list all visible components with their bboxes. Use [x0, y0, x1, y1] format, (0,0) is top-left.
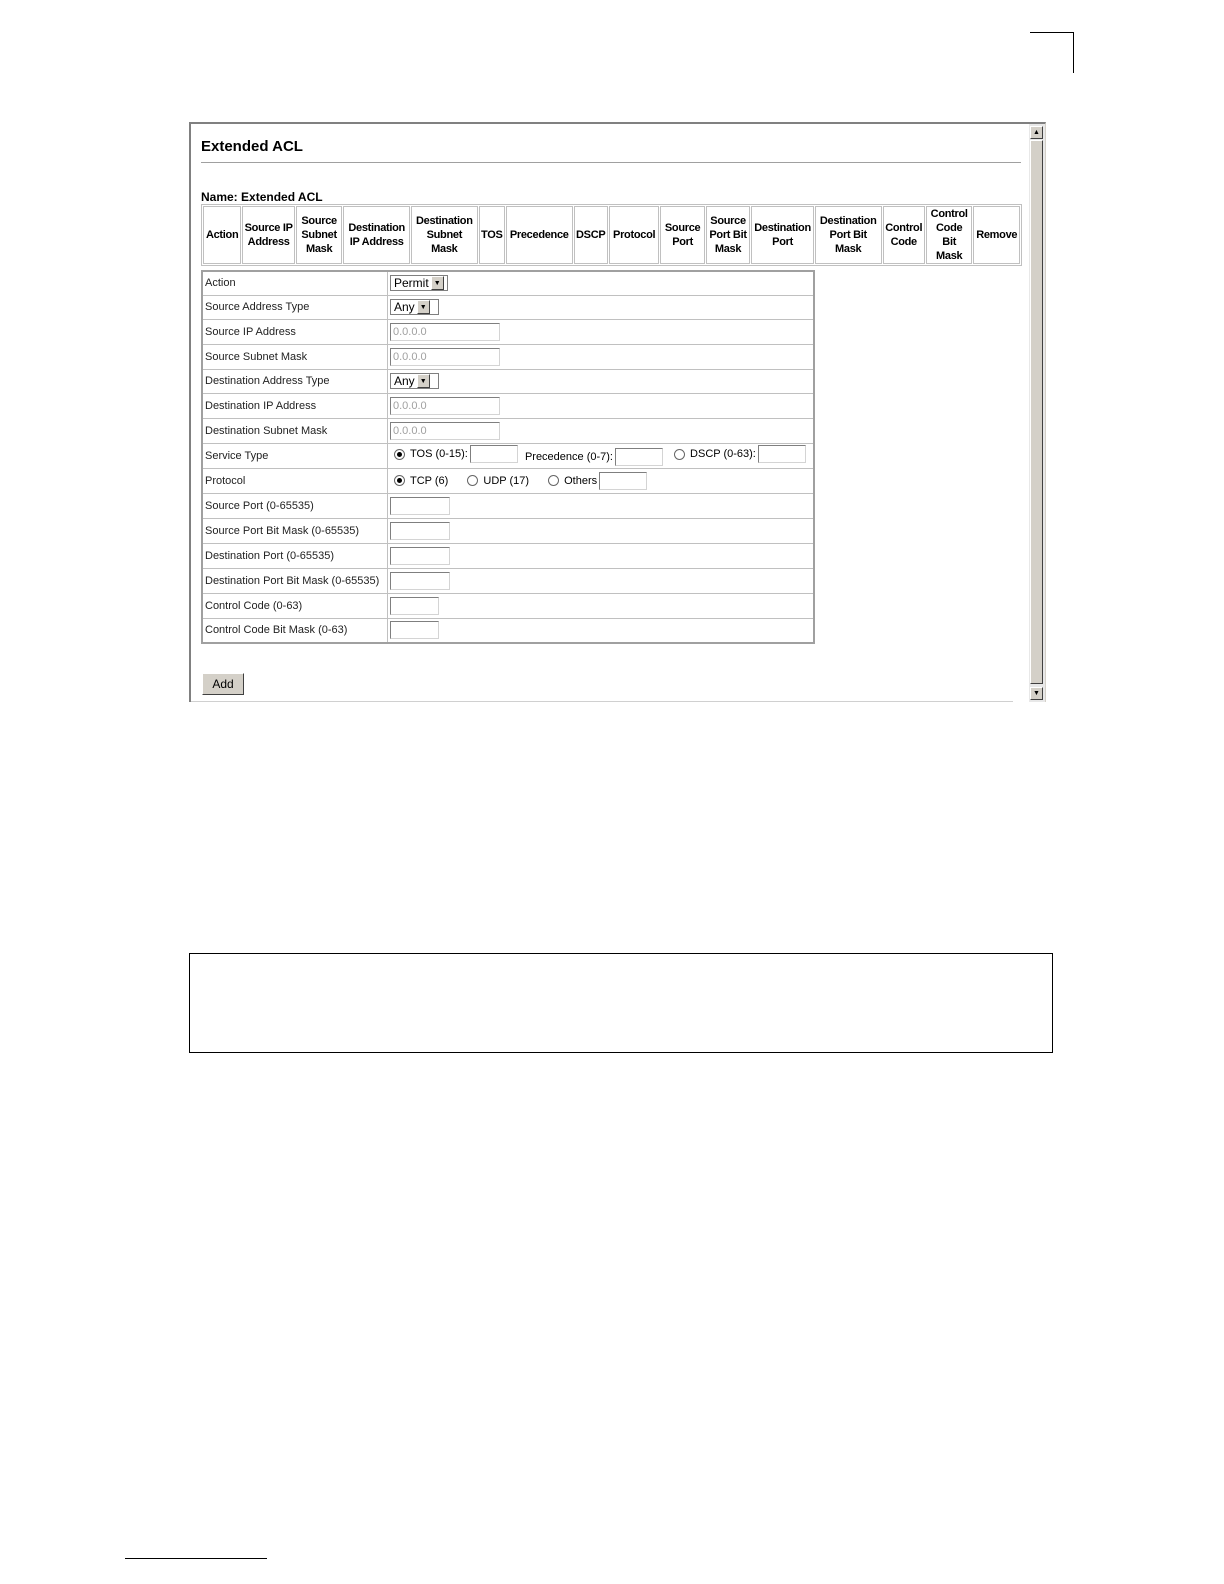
control-code-input[interactable]	[390, 597, 439, 615]
dest-address-type-cell	[388, 369, 815, 393]
form-row-dest-port-mask	[202, 568, 814, 593]
dest-address-type-select[interactable]	[390, 373, 439, 389]
col-source-mask: Source Subnet Mask	[296, 206, 342, 264]
col-source-ip: Source IP Address	[242, 206, 295, 264]
source-mask-input[interactable]: 0.0.0.0	[390, 348, 500, 366]
dest-port-mask-label: Destination Port Bit Mask (0-65535)	[202, 568, 388, 593]
add-button[interactable]: Add	[202, 673, 244, 695]
form-row-source-port-mask	[202, 518, 814, 543]
col-dest-mask: Destination Subnet Mask	[411, 206, 478, 264]
acl-rules-table	[201, 204, 1022, 266]
scroll-down-arrow-icon[interactable]: ▼	[1030, 687, 1043, 700]
content-bottom-edge	[191, 701, 1013, 702]
form-row-protocol	[202, 468, 814, 493]
source-ip-cell	[388, 319, 815, 344]
col-tos: TOS	[479, 206, 505, 264]
form-row-dest-mask	[202, 418, 814, 443]
dropdown-arrow-icon: ▼	[417, 374, 430, 388]
dest-mask-label: Destination Subnet Mask	[202, 418, 388, 443]
dest-address-type-label: Destination Address Type	[202, 369, 388, 393]
form-row-control-code	[202, 593, 814, 618]
udp-radio[interactable]	[467, 475, 478, 486]
dest-port-input[interactable]	[390, 547, 450, 565]
action-select-value: Permit	[394, 276, 429, 291]
form-row-source-mask	[202, 344, 814, 369]
source-port-cell	[388, 493, 815, 518]
dscp-radio-label: DSCP (0-63):	[690, 448, 756, 461]
tcp-radio[interactable]	[394, 475, 405, 486]
source-address-type-label: Source Address Type	[202, 295, 388, 319]
source-ip-input[interactable]: 0.0.0.0	[390, 323, 500, 341]
others-radio[interactable]	[548, 475, 559, 486]
source-address-type-cell	[388, 295, 815, 319]
control-code-mask-input[interactable]	[390, 621, 439, 639]
form-row-dest-ip	[202, 393, 814, 418]
col-action: Action	[203, 206, 241, 264]
source-address-type-value: Any	[394, 300, 415, 314]
dest-address-type-value: Any	[394, 374, 415, 388]
dest-ip-input[interactable]: 0.0.0.0	[390, 397, 500, 415]
others-radio-label: Others	[564, 474, 598, 487]
footer-rule	[125, 1558, 267, 1559]
crop-mark-horizontal	[1030, 32, 1074, 33]
title-divider	[201, 162, 1021, 163]
form-row-control-code-mask	[202, 618, 814, 643]
note-box	[189, 953, 1053, 1053]
page-content	[191, 124, 1029, 702]
source-port-input[interactable]	[390, 497, 450, 515]
tos-radio[interactable]	[394, 449, 405, 460]
control-code-label: Control Code (0-63)	[202, 593, 388, 618]
scrollbar-thumb[interactable]	[1030, 140, 1043, 684]
precedence-label: Precedence (0-7):	[524, 450, 613, 463]
source-port-mask-cell	[388, 518, 815, 543]
action-label: Action	[202, 271, 388, 295]
tos-input[interactable]	[470, 445, 518, 463]
dest-port-mask-input[interactable]	[390, 572, 450, 590]
others-input[interactable]	[599, 472, 647, 490]
form-row-source-port	[202, 493, 814, 518]
service-type-label: Service Type	[202, 443, 388, 468]
protocol-label: Protocol	[202, 468, 388, 493]
protocol-tcp-option	[390, 475, 448, 487]
dest-ip-cell	[388, 393, 815, 418]
dest-mask-cell	[388, 418, 815, 443]
form-row-dest-port	[202, 543, 814, 568]
source-mask-cell	[388, 344, 815, 369]
form-row-dest-address-type	[202, 369, 814, 393]
source-port-mask-input[interactable]	[390, 522, 450, 540]
tos-radio-label: TOS (0-15):	[410, 448, 468, 461]
action-cell	[388, 271, 815, 295]
browser-frame	[189, 122, 1046, 702]
dropdown-arrow-icon: ▼	[417, 300, 430, 314]
service-type-cell	[388, 443, 815, 468]
page-title: Extended ACL	[201, 138, 303, 155]
udp-radio-label: UDP (17)	[483, 474, 530, 487]
dest-port-cell	[388, 543, 815, 568]
col-dest-ip: Destination IP Address	[343, 206, 410, 264]
col-dest-port-mask: Destination Port Bit Mask	[815, 206, 882, 264]
dest-port-mask-cell	[388, 568, 815, 593]
control-code-cell	[388, 593, 815, 618]
source-address-type-select[interactable]	[390, 299, 439, 315]
service-type-precedence-option	[525, 448, 663, 466]
protocol-others-option	[544, 472, 647, 490]
action-select[interactable]	[390, 275, 448, 291]
source-mask-label: Source Subnet Mask	[202, 344, 388, 369]
source-port-mask-label: Source Port Bit Mask (0-65535)	[202, 518, 388, 543]
col-precedence: Precedence	[506, 206, 573, 264]
dest-port-label: Destination Port (0-65535)	[202, 543, 388, 568]
col-protocol: Protocol	[609, 206, 660, 264]
col-dscp: DSCP	[574, 206, 608, 264]
dest-ip-label: Destination IP Address	[202, 393, 388, 418]
col-remove: Remove	[973, 206, 1020, 264]
form-row-service-type	[202, 443, 814, 468]
service-type-tos-option	[390, 445, 518, 463]
control-code-mask-label: Control Code Bit Mask (0-63)	[202, 618, 388, 643]
dest-mask-input[interactable]: 0.0.0.0	[390, 422, 500, 440]
crop-mark-vertical	[1073, 32, 1074, 73]
service-type-dscp-option	[670, 445, 806, 463]
acl-name-label: Name: Extended ACL	[201, 190, 323, 204]
scroll-up-arrow-icon[interactable]: ▲	[1030, 126, 1043, 139]
form-row-action	[202, 271, 814, 295]
dropdown-arrow-icon: ▼	[431, 276, 444, 290]
form-row-source-ip	[202, 319, 814, 344]
acl-header-row	[203, 206, 1020, 264]
tcp-radio-label: TCP (6)	[410, 474, 449, 487]
source-ip-label: Source IP Address	[202, 319, 388, 344]
source-port-label: Source Port (0-65535)	[202, 493, 388, 518]
dscp-input[interactable]	[758, 445, 806, 463]
col-source-port: Source Port	[660, 206, 704, 264]
protocol-udp-option	[463, 475, 529, 487]
vertical-scrollbar[interactable]	[1029, 124, 1045, 702]
col-source-port-mask: Source Port Bit Mask	[706, 206, 750, 264]
col-dest-port: Destination Port	[751, 206, 814, 264]
col-control-code: Control Code	[883, 206, 925, 264]
col-control-code-mask: Control Code Bit Mask	[926, 206, 972, 264]
dscp-radio[interactable]	[674, 449, 685, 460]
precedence-input[interactable]	[615, 448, 663, 466]
acl-rule-form	[201, 270, 815, 644]
control-code-mask-cell	[388, 618, 815, 643]
protocol-cell	[388, 468, 815, 493]
form-row-source-address-type	[202, 295, 814, 319]
